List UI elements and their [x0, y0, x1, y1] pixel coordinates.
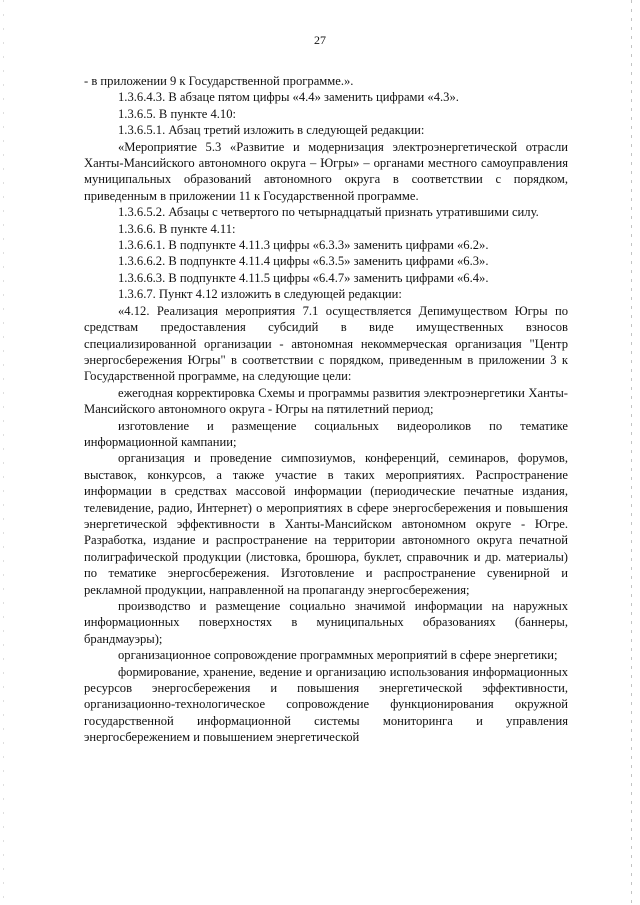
paragraph: 1.3.6.6. В пункте 4.11: [118, 221, 236, 236]
paragraph: 1.3.6.6.2. В подпункте 4.11.4 цифры «6.3.5» заменить цифрами «6.3». [118, 254, 489, 269]
paragraph: 1.3.6.6.3. В подпункте 4.11.5 цифры «6.4.7» заменить цифрами «6.4». [118, 270, 489, 285]
paragraph: производство и размещение социально значимой информации на наружных информационных поверхностях в муниципальных образованиях (баннеры, брандмауэры); [84, 599, 568, 646]
paragraph: ежегодная корректировка Схемы и программы развития электроэнергетики Ханты-Мансийского автономного округа - Югры на пятилетний период; [84, 385, 568, 417]
paragraph: 1.3.6.5.1. Абзац третий изложить в следующей редакции: [118, 123, 425, 138]
paragraph: 1.3.6.5. В пункте 4.10: [118, 106, 236, 121]
page-number: 27 [314, 33, 326, 47]
scan-edge-right [631, 0, 632, 905]
paragraph: 1.3.6.5.2. Абзацы с четвертого по четырнадцатый признать утратившими силу. [118, 205, 539, 220]
paragraph: организационное сопровождение программных мероприятий в сфере энергетики; [118, 648, 558, 663]
paragraph: «Мероприятие 5.3 «Развитие и модернизация электроэнергетической отрасли Ханты-Мансийского автономного округа – Югры» – органами местного самоуправления муниципальных образований автономного округа в соответствии с порядком, приведенным в приложении 11 к Государственной программе. [84, 139, 568, 203]
paragraph: - в приложении 9 к Государственной программе.». [84, 74, 354, 88]
paragraph: 1.3.6.4.3. В абзаце пятом цифры «4.4» заменить цифрами «4.3». [118, 90, 459, 105]
paragraph: организация и проведение симпозиумов, конференций, семинаров, форумов, выставок, конкурсов, а также участие в таких мероприятиях. Распространение информации в средствах массовой информации (периодические печатные издания, телевидение, радио, Интернет) о мероприятиях в сфере энергосбережения и повышения энергетической эффективности в Ханты-Мансийском автономном округе - Югре. Разработка, издание и распространение на территории автономного округа печатной полиграфической продукции (листовка, брошюра, буклет, справочник и др. материалы) по тематике энергосбережения. Изготовление и распространение сувенирной и рекламной продукции, направленной на пропаганду энергосбережения; [84, 451, 568, 597]
scan-edge-left [3, 0, 4, 905]
document-body [84, 73, 568, 746]
paragraph: изготовление и размещение социальных видеороликов по тематике информационной кампании; [84, 418, 568, 449]
paragraph: формирование, хранение, ведение и организацию использования информационных ресурсов энергосбережения и повышения энергетической эффективности, организационно-технологическое сопровождение функционирования окружной государственной информационной системы мониторинга и управления энергосбережением и повышением энергетической [84, 664, 568, 745]
paragraph: 1.3.6.6.1. В подпункте 4.11.3 цифры «6.3.3» заменить цифрами «6.2». [118, 238, 489, 253]
paragraph: «4.12. Реализация мероприятия 7.1 осуществляется Депимуществом Югры по средствам предоставления субсидий в виде имущественных взносов специализированной организации - автономная некоммерческая организация "Центр энергосбережения Югры" в соответствии с порядком, приведенным в приложении 3 к Государственной программе, на следующие цели: [84, 303, 568, 384]
paragraph: 1.3.6.7. Пункт 4.12 изложить в следующей редакции: [118, 287, 402, 302]
